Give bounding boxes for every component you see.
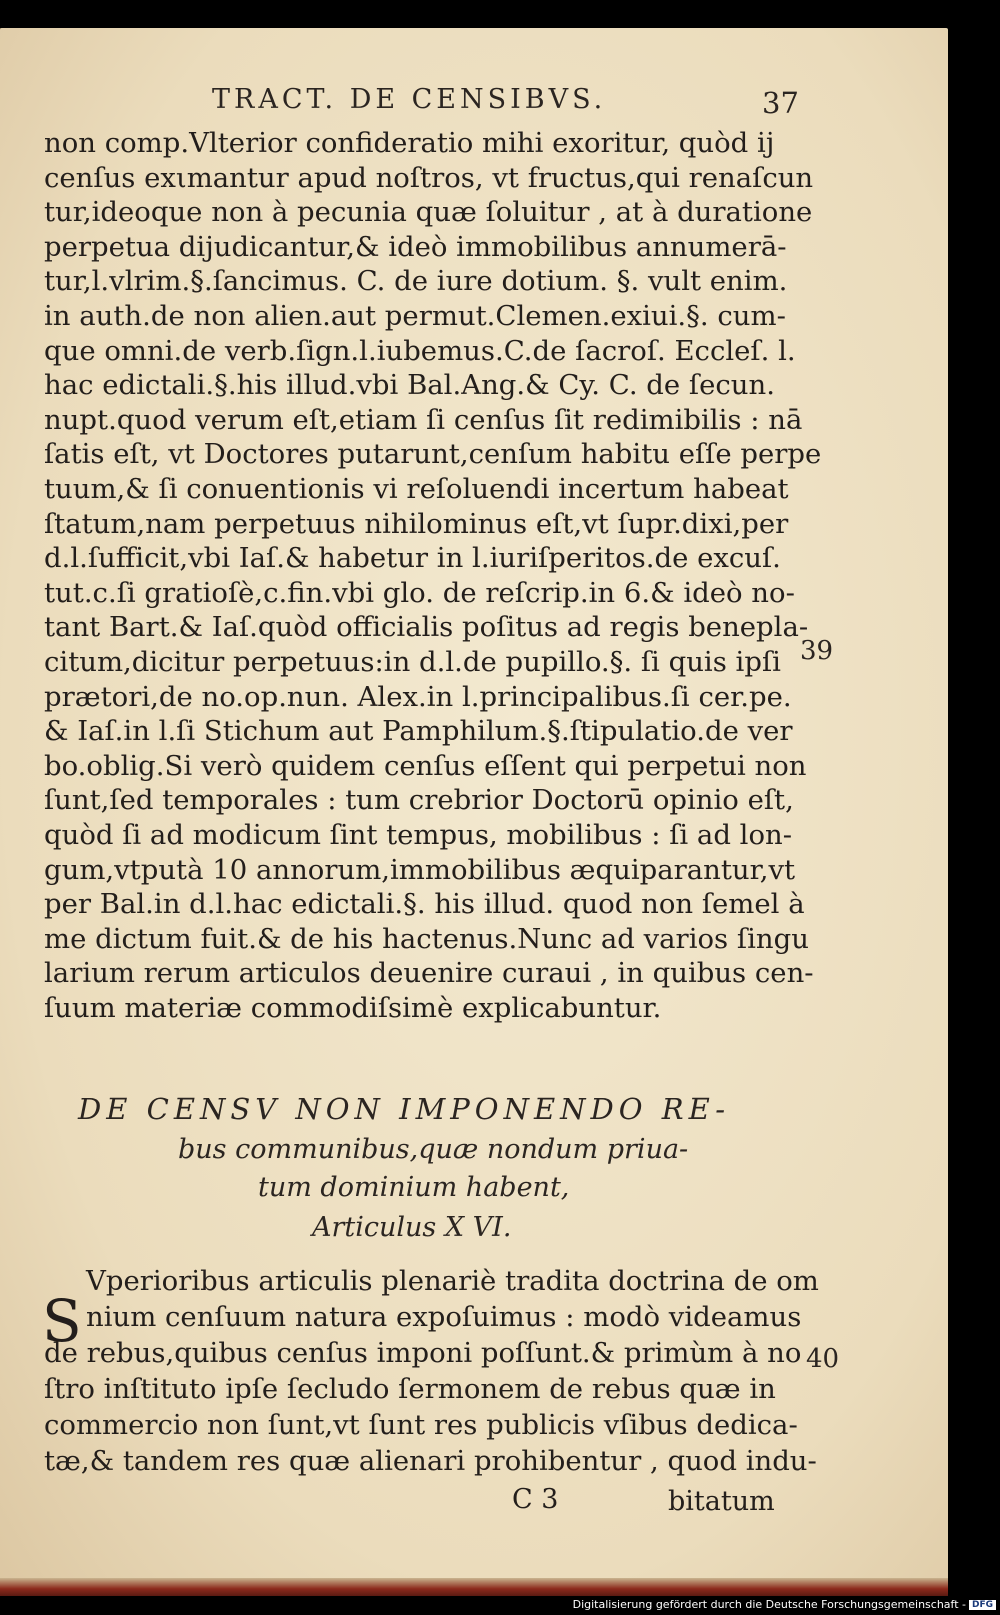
text-line: de rebus,quibus cenſus imponi poſſunt.& primùm à no bbox=[44, 1337, 802, 1369]
text-line: tuum,& ſi conuentionis vi reſoluendi incertum habeat bbox=[44, 473, 789, 505]
article-number: Articulus X VI. bbox=[312, 1212, 512, 1243]
footer-text: Digitalisierung gefördert durch die Deutsche Forschungsgemeinschaft - bbox=[572, 1598, 966, 1611]
text-line: hac edictali.§.his illud.vbi Bal.Ang.& Cy. C. de ſecun. bbox=[44, 369, 775, 402]
signature-mark: C 3 bbox=[512, 1484, 559, 1515]
article-heading-line: DE CENSV NON IMPONENDO RE- bbox=[78, 1092, 731, 1126]
article-heading-line: tum dominium habent, bbox=[258, 1172, 570, 1203]
text-line: perpetua dijudicantur,& ideò immobilibus annumerā- bbox=[44, 230, 787, 263]
text-line: larium rerum articulos deuenire curaui , in quibus cen- bbox=[44, 957, 814, 990]
text-line: prætori,de no.op.nun. Alex.in l.principalibus.ſi cer.pe. bbox=[44, 680, 792, 713]
dfg-logo: DFG bbox=[969, 1600, 996, 1610]
catchword: bitatum bbox=[668, 1486, 775, 1517]
text-line: me dictum fuit.& de his hactenus.Nunc ad varios ſingu bbox=[44, 922, 809, 955]
text-line: tut.c.ſi gratioſè,c.fin.vbi glo. de reſcrip.in 6.& ideò no- bbox=[44, 576, 795, 609]
folio-number: 37 bbox=[762, 86, 799, 120]
drop-capital: S bbox=[42, 1287, 82, 1355]
text-line: ſunt,ſed temporales : tum crebrior Doctorū opinio eſt, bbox=[44, 784, 794, 817]
digitization-footer bbox=[573, 1598, 996, 1611]
text-line: cenſus exιmantur apud noſtros, vt fructus,qui renaſcun bbox=[44, 161, 814, 194]
text-line: tur,l.vlrim.§.ſancimus. C. de iure dotium. §. vult enim. bbox=[44, 265, 788, 298]
text-line: que omni.de verb.ſign.l.iubemus.C.de ſacroſ. Eccleſ. l. bbox=[44, 334, 796, 367]
text-line: ſuum materiæ commodiſsimè explicabuntur. bbox=[44, 992, 662, 1024]
text-line: in auth.de non alien.aut permut.Clemen.exiui.§. cum- bbox=[44, 300, 786, 332]
text-line: d.l.ſufficit,vbi Iaſ.& habetur in l.iuriſperitos.de excuſ. bbox=[44, 542, 781, 575]
text-line: quòd ſi ad modicum ſint tempus, mobilibus : ſi ad lon- bbox=[44, 819, 793, 851]
article-heading-line: bus communibus,quæ nondum priua- bbox=[178, 1134, 689, 1165]
running-head: TRACT. DE CENSIBVS. bbox=[212, 84, 607, 115]
text-line: ſatis eſt, vt Doctores putarunt,cenſum habitu eſſe perpe bbox=[44, 438, 822, 471]
text-line: non comp.Vlterior confideratio mihi exoritur, quòd ij bbox=[44, 127, 775, 159]
text-line: commercio non ſunt,vt ſunt res publicis vſibus dedica- bbox=[44, 1409, 798, 1441]
text-line: tæ,& tandem res quæ alienari prohibentur , quod indu- bbox=[44, 1445, 817, 1477]
text-line: tant Bart.& Iaſ.quòd officialis poſitus ad regis benepla- bbox=[44, 611, 809, 644]
page-bottom-edge bbox=[0, 1578, 948, 1596]
text-line: citum,dicitur perpetuus:in d.l.de pupillo.§. ſi quis ipſi bbox=[44, 646, 781, 678]
text-line: gum,vtputà 10 annorum,immobilibus æquiparantur,vt bbox=[44, 853, 796, 886]
text-line: bo.oblig.Si verò quidem cenſus eſſent qui perpetui non bbox=[44, 749, 807, 782]
margin-note: 39 bbox=[800, 636, 834, 666]
text-line: & Iaſ.in l.ſi Stichum aut Pamphilum.§.ſtipulatio.de ver bbox=[44, 715, 793, 748]
article-first-line: Vperioribus articulis plenariè tradita doctrina de om bbox=[86, 1265, 819, 1297]
text-line: ſtro inſtituto ipſe ſecludo ſermonem de rebus quæ in bbox=[44, 1373, 776, 1405]
text-line: nupt.quod verum eſt,etiam ſi cenſus ſit redimibilis : nā bbox=[44, 403, 803, 436]
text-line: ſtatum,nam perpetuus nihilominus eſt,vt ſupr.dixi,per bbox=[44, 507, 789, 540]
text-line: nium cenſuum natura expoſuimus : modò videamus bbox=[86, 1301, 802, 1333]
text-line: tur,ideoque non à pecunia quæ ſoluitur , at à duratione bbox=[44, 196, 813, 229]
margin-note: 40 bbox=[806, 1344, 840, 1374]
text-line: per Bal.in d.l.hac edictali.§. his illud. quod non ſemel à bbox=[44, 888, 805, 921]
